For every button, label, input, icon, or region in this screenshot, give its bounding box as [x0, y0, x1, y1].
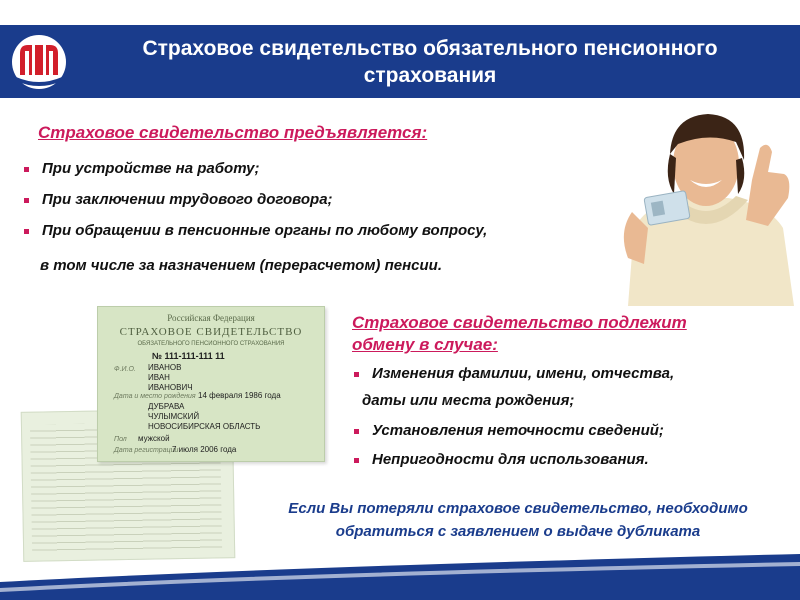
- section-heading-exchange-line-2: обмену в случае:: [352, 335, 498, 354]
- footer-wave: [0, 548, 800, 600]
- person-photo: [608, 108, 800, 306]
- certificate-reg-label: Дата регистрации: [114, 447, 179, 454]
- certificate-place-2: ЧУЛЫМСКИЙ: [148, 412, 200, 421]
- certificate-sex: мужской: [138, 434, 170, 443]
- certificate-name: ИВАН: [148, 373, 170, 382]
- list-item: [24, 191, 594, 222]
- section-heading-present: Страховое свидетельство предъявляется:: [38, 123, 428, 142]
- certificate-birth-label: Дата и место рождения: [114, 393, 196, 400]
- list-item-text: При обращении в пенсионные органы по любому вопросу,: [42, 222, 488, 239]
- bullet-icon: [354, 458, 359, 463]
- pension-fund-logo-icon: [8, 31, 70, 93]
- certificate-sex-label: Пол: [114, 436, 127, 443]
- certificate-country: Российская Федерация: [167, 313, 255, 323]
- certificate-place-3: НОВОСИБИРСКАЯ ОБЛАСТЬ: [148, 422, 261, 431]
- page-title: [70, 35, 790, 89]
- lost-certificate-note-line-2: обратиться с заявлением о выдаче дубликата: [335, 523, 701, 540]
- exchange-list: [354, 365, 794, 480]
- list-item: [24, 222, 594, 253]
- bullet-icon: [24, 167, 29, 172]
- section-heading-exchange: [352, 312, 687, 356]
- bullet-icon: [354, 372, 359, 377]
- list-item-text: При устройстве на работу;: [42, 160, 260, 177]
- list-item-continuation: в том числе за назначением (перерасчетом) пенсии.: [40, 257, 442, 274]
- bullet-icon: [24, 198, 29, 203]
- certificate-subtitle: ОБЯЗАТЕЛЬНОГО ПЕНСИОННОГО СТРАХОВАНИЯ: [137, 341, 285, 347]
- certificate-number: № 111-111-111 11: [152, 351, 225, 361]
- page-title-line-2: страхования: [363, 64, 497, 87]
- list-item: [24, 160, 594, 191]
- certificate-surname: ИВАНОВ: [148, 363, 182, 372]
- list-item-text: Изменения фамилии, имени, отчества,: [372, 365, 675, 382]
- lost-certificate-note-line-1: Если Вы потеряли страховое свидетельство, необходимо: [288, 500, 748, 517]
- list-item-text: При заключении трудового договора;: [42, 191, 333, 208]
- certificate-fio-label: Ф.И.О.: [114, 366, 136, 373]
- certificate-reg-date: 7 июля 2006 года: [172, 445, 237, 454]
- list-item-text: Непригодности для использования.: [372, 451, 649, 468]
- bullet-icon: [24, 229, 29, 234]
- list-item: [354, 451, 794, 480]
- list-item: [354, 365, 794, 422]
- list-item-text-cont: даты или места рождения;: [362, 392, 575, 409]
- page-title-line-1: Страховое свидетельство обязательного пенсионного: [142, 37, 718, 60]
- header-banner: [0, 25, 800, 98]
- section-heading-exchange-line-1: Страховое свидетельство подлежит: [352, 313, 687, 332]
- present-list: [24, 160, 594, 253]
- list-item: [354, 422, 794, 451]
- certificate-place-1: ДУБРАВА: [148, 402, 185, 411]
- certificate-birth-date: 14 февраля 1986 года: [198, 391, 281, 400]
- certificate-front-image: [97, 306, 325, 462]
- bullet-icon: [354, 429, 359, 434]
- certificate-patronymic: ИВАНОВИЧ: [148, 383, 193, 392]
- list-item-text: Установления неточности сведений;: [372, 422, 664, 439]
- lost-certificate-note: [268, 497, 768, 543]
- certificate-title: СТРАХОВОЕ СВИДЕТЕЛЬСТВО: [119, 326, 303, 338]
